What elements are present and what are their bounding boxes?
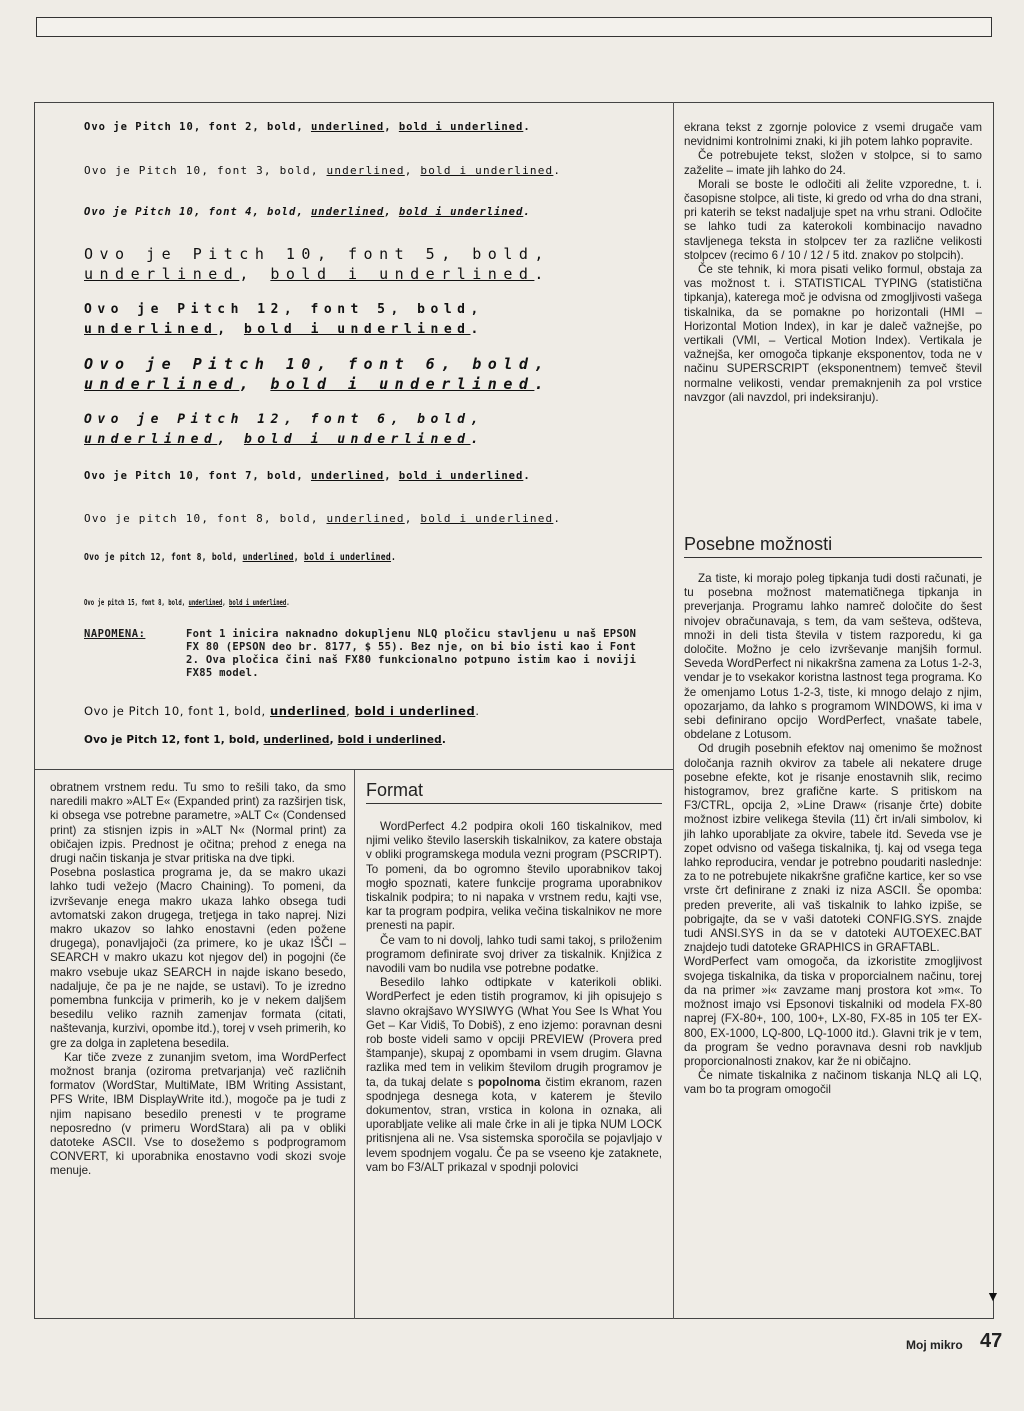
sample-line-9: Ovo je pitch 10, font 8, bold, underlined, bold i underlined. <box>84 512 562 525</box>
sample-line-1: Ovo je Pitch 10, font 2, bold, underlined, bold i underlined. <box>84 121 531 133</box>
sample-line-6: Ovo je Pitch 10, font 6, bold, underlined, bold i underlined. <box>84 355 550 393</box>
sample-line-7: Ovo je Pitch 12, font 6, bold, underlined, bold i underlined. <box>84 412 484 447</box>
column-3-bottom <box>684 572 982 1098</box>
note-label: NAPOMENA: <box>84 628 146 640</box>
sample-line-8: Ovo je Pitch 10, font 7, bold, underlined, bold i underlined. <box>84 470 531 482</box>
col3-paragraph-8: Če nimate tiskalnika z načinom tiskanja NLQ ali LQ, vam bo ta program omogočil <box>684 1069 982 1097</box>
top-bar <box>36 17 992 37</box>
note-text: Font 1 inicira naknadno dokupljenu NLQ pločicu stavljenu u naš EPSON FX 80 (EPSON deo br. 8177, $ 55). Bez nje, on bi bio isti kao i Font 2. Ova pločica čini naš FX80 funkcionalno potpuno istim kao i noviji FX85 model. <box>186 628 637 679</box>
column-divider-2 <box>673 102 674 1319</box>
col1-paragraph-3: Kar tiče zveze z zunanjim svetom, ima WordPerfect možnost branja (oziroma pretvarjanja) več različnih formatov (WordStar, MultiMate, IBM Writing Assistant, PFS Write, IBM DisplayWrite itd.), mogoče pa je tudi z njim napisano besedilo prenesti v te programe neposredno (v primeru WordStara) ali pa v obliki datoteke ASCII. Vse to dosežemo s podprogramom CONVERT, ki uporabnika enostavno vodi skozi svoje menuje. <box>50 1050 346 1178</box>
sample-line-3: Ovo je Pitch 10, font 4, bold, underlined, bold i underlined. <box>84 206 531 218</box>
col3-paragraph-5: Za tiste, ki morajo poleg tipkanja tudi dosti računati, je tu posebna možnost matematičnega tipkanja in preverjanja. Programu lahko namreč določite do šest nivojev obračunavaja, s tem, da vam sešteva, odšteva, množi in deli tista števila v tistem razporedu, ki ga določite. Možno je celo izvrševanje manjših formul. Seveda WordPerfect ni nikakršna zamena za Lotus 1-2-3, vendar je to vsekakor koristna lastnost tega programa. Ko že omenjamo Lotus 1-2-3, tiste, ki mnogo delajo z njim, opozarjamo, da lahko s programom WINDOWS, ki ima v sebi definirano opcijo WordPerfect, vnašate tabele, obdelane z Lotusom. <box>684 572 982 742</box>
col2-paragraph-2: Če vam to ni dovolj, lahko tudi sami takoj, s priloženim programom definirate svoj driver za tiskalnik. Knjižica z navodili vam bo nudila vse potrebne podatke. <box>366 933 662 976</box>
col3-paragraph-2: Če potrebujete tekst, složen v stolpce, si to samo zaželite – imate jih lahko do 24. <box>684 149 982 177</box>
col3-paragraph-4: Če ste tehnik, ki mora pisati veliko formul, obstaja za vas možnost t. i. STATISTICAL TYPING (statistična tipkanja), katerega moč je odvisna od zmogljivosti vašega tiskalnika, da se pomakne po horizontali (HMI – Horizontal Motion Index), in kar je daleč važnejše, po vertikali (VMI, – Vertical Motion Index). Vertikala je važnejša, ker omogoča tipkanje eksponentov, toda ne v načinu SUPERSCRIPT (eksponentnem) temveč števil normalne velikosti, vendar premaknjenih za pol vrstice navzgor (ali navzdol, pri indeksiranju). <box>684 263 982 404</box>
col1-paragraph-1: obratnem vrstnem redu. Tu smo to rešili tako, da smo naredili makro »ALT E« (Expanded print) za razširjen tisk, ki obsega vse potrebne parametre, »ALT C« (Condensed print) za stisnjen izpis in »ALT N« (Normal print) za običajen izpis. Prednost je očitna; prehod z enega na drugi način tiskanja je stvar pritiska na dve tipki. <box>50 781 346 866</box>
sample-line-12: Ovo je Pitch 10, font 1, bold, underlined, bold i underlined. <box>84 704 480 718</box>
col3-paragraph-6: Od drugih posebnih efektov naj omenimo še možnost določanja raznih okvirov za tabele ali nekatere druge posebne efekte, kot je risanje enostavnih slik, recimo histogramov, brez grafične karte. S pritiskom na F3/CTRL, opcija 2, »Line Draw« (risanje črte) dobite možnost izbire velikega števila (11) črt in/ali simbolov, ki jih lahko uporabljate za okvire, tabele itd. Seveda vse je zopet odvisno od vašega tiskalnika, tj. kaj od vsega tega lahko reproducira, vendar je potrebno poudariti naslednje: za to ne potrebujete nikakršne grafične kartice, ker so vse vrste črt definirane z znaki iz niza ASCII. Še opomba: preden preverite, ali vaš tiskalnik to lahko izpiše, se pobrigajte, da se v vaši datoteki CONFIG.SYS. znajde tudi ANSI.SYS in da se v datoteki AUTOEXEC.BAT znajdejo tudi datoteke GRAPHICS in GRAFTABL. <box>684 742 982 955</box>
col3-paragraph-1: ekrana tekst z zgornje polovice z vsemi drugače vam nevidnimi kontrolnimi znaki, ki jih potem lahko popravite. <box>684 121 982 149</box>
continue-arrow-icon: ▼ <box>986 1290 1000 1305</box>
column-3-top <box>684 121 982 405</box>
sample-line-13: Ovo je Pitch 12, font 1, bold, underlined, bold i underlined. <box>84 734 447 746</box>
column-1 <box>50 781 346 1179</box>
col1-paragraph-2: Posebna poslastica programa je, da se makro ukazi lahko tudi vežejo (Macro Chaining). To pomeni, da izvrševanje enega makro ukaza lahko obsega tudi avtomatski zakon drugega, tretjega in tako naprej. Nizi makro ukazov so lahko enostavni (eden požene drugega), ponavljajoči (za primere, ko je ukaz IŠČI – SEARCH v makro ukazu kot njegov del) in pogojni (če makro vsebuje ukaz SEARCH in najde iskano besedo, nadaljuje, če pa je ne najde, se ustavi). To je izredno pomembna funkcija v primerih, ko je v nekem daljšem besedilu veliko raznih zamenjav formata (citati, naštevanja, kurzivi, opombe itd.), torej v vseh primerih, ko gre za dolga in zapletena besedila. <box>50 866 346 1050</box>
column-2 <box>366 820 662 1175</box>
sample-line-10: Ovo je pitch 12, font 8, bold, underlined, bold i underlined. <box>84 552 397 563</box>
heading-posebne-moznosti: Posebne možnosti <box>684 534 982 558</box>
sample-line-11: Ovo je pitch 15, font 8, bold, underlined, bold i underlined. <box>84 598 290 607</box>
sample-line-5: Ovo je Pitch 12, font 5, bold, underlined, bold i underlined. <box>84 302 484 337</box>
page-number: 47 <box>980 1330 1003 1352</box>
heading-format: Format <box>366 780 662 804</box>
footer-brand: Moj mikro <box>906 1338 963 1352</box>
sample-line-4: Ovo je Pitch 10, font 5, bold, underlined, bold i underlined. <box>84 245 550 283</box>
col3-paragraph-3: Morali se boste le odločiti ali želite vzporedne, t. i. časopisne stolpce, ali tiste, ki gredo od vrha do dna strani, pri katerih se tekst nadaljuje spet na vrhu strani. Odločite se lahko tudi za katerokoli kombinacijo navadno stavljenega teksta in stolpcev ter za različne velikosti stolpcev (recimo 6 / 10 / 12 / 5 itd. znakov po stolpcih). <box>684 177 982 262</box>
col2-paragraph-1: WordPerfect 4.2 podpira okoli 160 tiskalnikov, med njimi veliko število laserskih tiskalnikov, za katere obstaja v obliki programskega modula vezni program (PSCRIPT). To pomeni, da bo ogromno število uporabnikov takoj mogło spoznati, katere funkcije programa uporabnikov tiskalnik podpira; to ni napaka v vrstnem redu, kajti vse, kar ta program podpira, velika večina tiskalnikov ne more prenesti na papir. <box>366 820 662 933</box>
col3-paragraph-7: WordPerfect vam omogoča, da izkoristite zmogljivost svojega tiskalnika, da tiska v proporcialnem načinu, torej da na primer »i« zavzame manj prostora kot »m«. To možnost imajo vsi Epsonovi tiskalniki od modela FX-80 naprej (FX-80+, 100, 100+, LX-80, FX-85 in 105 ter EX-800, EX-1000, LQ-800, LQ-1000 itd.). Glavni trik je v tem, da program še vedno poravnava desni rob navkljub proporcionalnosti znakov, kar že ni običajno. <box>684 955 982 1068</box>
col2-paragraph-3: Besedilo lahko odtipkate v katerikoli obliki. WordPerfect je eden tistih programov, ki jih opisujejo s slavno okrajšavo WYSIWYG (What You See Is What You Get – Kar Vidiš, To Dobiš), z eno izjemo: poravnan desni rob boste videli samo v opciji PREVIEW (Provera pred štampanje), skupaj z opombami in vsem drugim. Glavna razlika med tem in velikim številom drugih programov je ta, da tukaj delate s popolnoma čistim ekranom, razen spodnjega desnega kota, v katerem je število dokumentov, stran, vrstica in kolona in oznaka, ali uporabljate velike ali male črke in ali je tipka NUM LOCK pritisnjena ali ne. Vsa sistemska sporočila se pojavljajo v levem spodnjem vogalu. Če pa se vseeno kje zataknete, vam bo F3/ALT prikazal v spodnji polovici <box>366 976 662 1174</box>
sample-line-2: Ovo je Pitch 10, font 3, bold, underlined, bold i underlined. <box>84 164 562 177</box>
column-divider-1 <box>354 770 355 1319</box>
